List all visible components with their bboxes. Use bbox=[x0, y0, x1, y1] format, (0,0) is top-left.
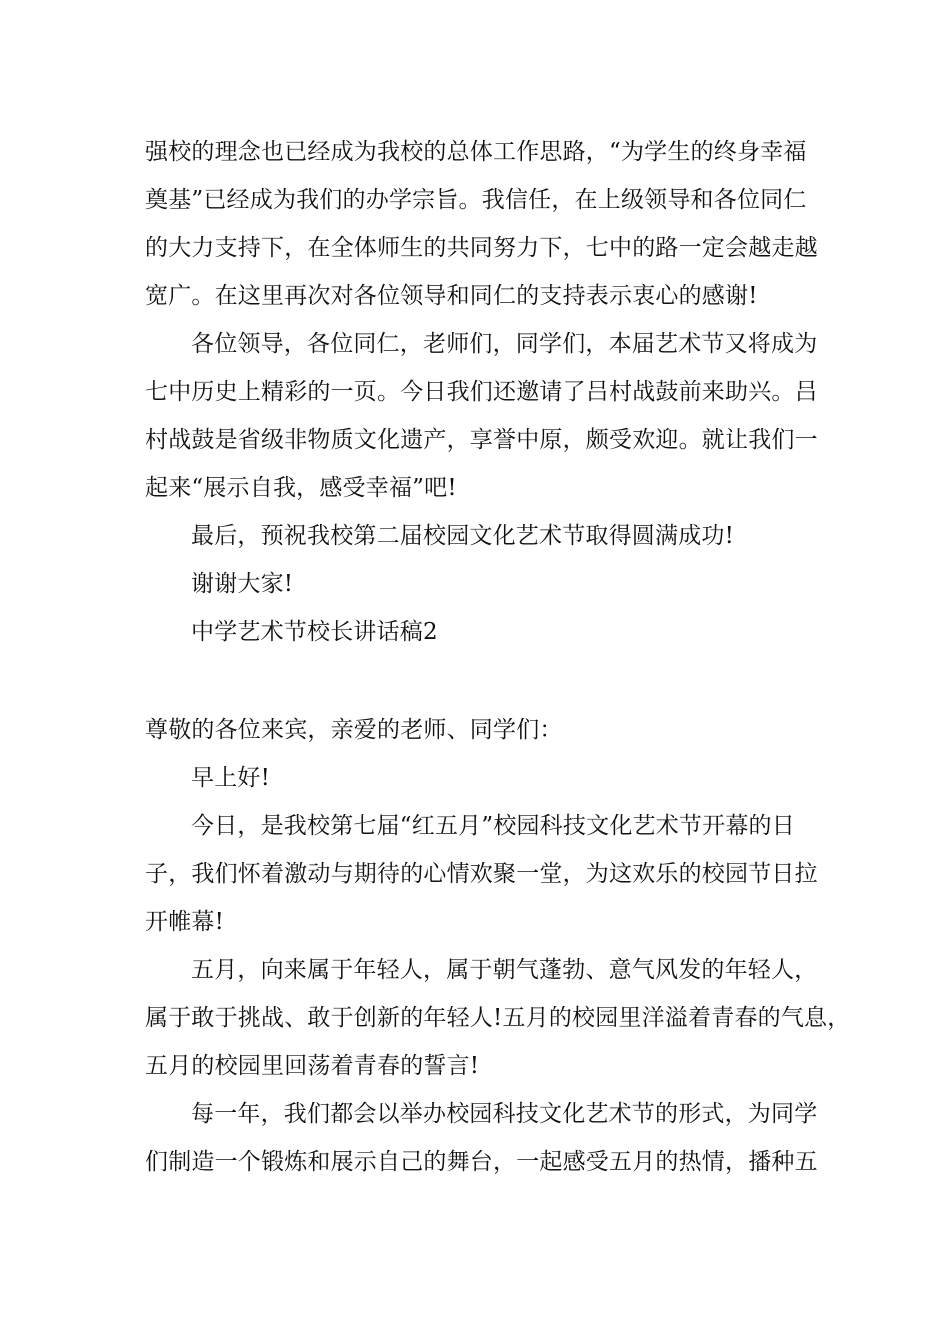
document-page bbox=[145, 128, 851, 1186]
text-line: 奠基”已经成为我们的办学宗旨。我信任，在上级领导和各位同仁 bbox=[145, 187, 807, 213]
text-line: 们制造一个锻炼和展示自己的舞台，一起感受五月的热情，播种五 bbox=[145, 1149, 818, 1175]
text-line: 五月的校园里回荡着青春的誓言! bbox=[145, 1053, 480, 1079]
paragraph-school-philosophy bbox=[145, 128, 818, 320]
text-line: 开帷幕! bbox=[145, 909, 225, 935]
paragraph-every-year bbox=[145, 1090, 818, 1186]
text-line: 七中历史上精彩的一页。今日我们还邀请了吕村战鼓前来助兴。吕 bbox=[145, 379, 818, 405]
text-line: 起来“展示自我，感受幸福”吧! bbox=[145, 475, 457, 501]
section-title: 中学艺术节校长讲话稿2 bbox=[191, 619, 438, 645]
text-line: 每一年，我们都会以举办校园科技文化艺术节的形式，为同学 bbox=[191, 1101, 818, 1127]
closing-thanks: 谢谢大家! bbox=[191, 571, 294, 597]
text-line: 今日，是我校第七届“红五月”校园科技文化艺术节开幕的日 bbox=[191, 813, 795, 839]
text-line: 五月，向来属于年轻人，属于朝气蓬勃、意气风发的年轻人， bbox=[191, 957, 818, 983]
text-line: 的大力支持下，在全体师生的共同努力下，七中的路一定会越走越 bbox=[145, 235, 818, 261]
text-line: 子，我们怀着激动与期待的心情欢聚一堂，为这欢乐的校园节日拉 bbox=[145, 861, 818, 887]
text-line: 宽广。在这里再次对各位领导和同仁的支持表示衷心的感谢! bbox=[145, 283, 758, 309]
text-line: 各位领导，各位同仁，老师们，同学们，本届艺术节又将成为 bbox=[191, 331, 818, 357]
paragraph-may-youth bbox=[145, 946, 851, 1090]
greeting: 早上好! bbox=[191, 765, 271, 791]
paragraph-art-festival bbox=[145, 320, 818, 512]
closing-wish: 最后，预祝我校第二届校园文化艺术节取得圆满成功! bbox=[191, 523, 735, 549]
text-line: 属于敢于挑战、敢于创新的年轻人!五月的校园里洋溢着青春的气息， bbox=[145, 1005, 851, 1031]
text-line: 强校的理念也已经成为我校的总体工作思路，“为学生的终身幸福 bbox=[145, 139, 807, 165]
text-line: 村战鼓是省级非物质文化遗产，享誉中原，颇受欢迎。就让我们一 bbox=[145, 427, 818, 453]
section-gap bbox=[145, 656, 810, 706]
paragraph-opening-day bbox=[145, 802, 818, 946]
salutation: 尊敬的各位来宾，亲爱的老师、同学们： bbox=[145, 717, 563, 743]
